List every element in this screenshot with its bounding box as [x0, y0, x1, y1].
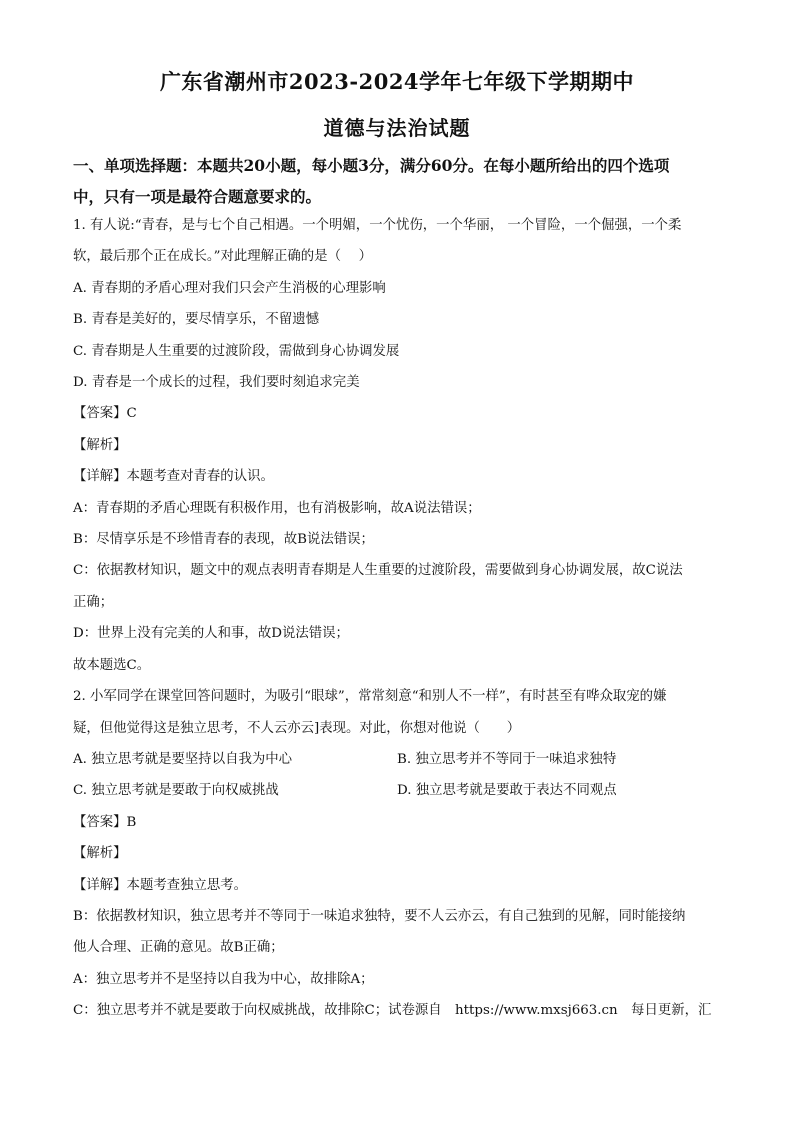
- q1-stem-line1: 1. 有人说:“青春，是与七个自己相遇。一个明媚，一个忧伤，一个华丽， 一个冒险，一个倔强，一个柔: [73, 218, 682, 233]
- q2-explanation-c: C：独立思考并不就是要敢于向权威挑战，故排除C；试卷源自 https://www.mxsj663.cn 每日更新，汇: [73, 1003, 712, 1019]
- q2-options-row2: [73, 775, 721, 806]
- exam-title: 广东省潮州市2023-2024学年七年级下学期期中: [159, 69, 635, 94]
- q1-stem-line2: 软，最后那个正在成长。”对此理解正确的是（ ）: [73, 249, 372, 265]
- q2-option-b: B. 独立思考并不等同于一味追求独特: [397, 751, 617, 767]
- q1-explanation-a: A：青春期的矛盾心理既有积极作用，也有消极影响，故A说法错误；: [73, 500, 481, 516]
- q2-option-d: D. 独立思考就是要敢于表达不同观点: [397, 783, 617, 799]
- q1-explanation-c-line2: 正确；: [73, 594, 114, 610]
- q2-explanation-a: A：独立思考并不是坚持以自我为中心，故排除A；: [73, 971, 374, 987]
- section-heading: [73, 150, 723, 212]
- q2-option-c: C. 独立思考就是要敢于向权威挑战: [73, 783, 279, 799]
- q1-detail: 【详解】本题考查对青春的认识。: [73, 469, 274, 485]
- q1-explanation-d: D：世界上没有完美的人和事，故D说法错误；: [73, 626, 349, 642]
- q1-answer: 【答案】C: [73, 406, 137, 422]
- q2-stem-line1: 2. 小军同学在课堂回答问题时，为吸引“眼球”，常常刻意“和别人不一样”，有时甚至有哗众取宠的嫌: [73, 689, 667, 705]
- section-heading-line1: 一、单项选择题：本题共20小题，每小题3分，满分60分。在每小题所给出的四个选项: [73, 156, 670, 175]
- q2-answer: 【答案】B: [73, 814, 137, 830]
- q2-option-a: A. 独立思考就是要坚持以自我为中心: [73, 751, 293, 767]
- q1-option-b: B. 青春是美好的，要尽情享乐，不留遗憾: [73, 312, 319, 328]
- question-content: [73, 210, 721, 1027]
- q2-options-row1: [73, 744, 721, 775]
- section-heading-line2: 中，只有一项是最符合题意要求的。: [73, 187, 322, 206]
- q1-option-d: D. 青春是一个成长的过程，我们要时刻追求完美: [73, 375, 360, 391]
- q1-conclusion: 故本题选C。: [73, 657, 151, 673]
- q2-stem-line2: 疑，但他觉得这是独立思考，不人云亦云]表现。对此，你想对他说（ ）: [73, 720, 521, 736]
- q2-detail: 【详解】本题考查独立思考。: [73, 877, 248, 893]
- exam-subject-title: 道德与法治试题: [323, 116, 471, 140]
- q1-explanation-b: B：尽情享乐是不珍惜青春的表现，故B说法错误；: [73, 532, 374, 548]
- q1-analysis-label: 【解析】: [73, 437, 127, 453]
- q2-explanation-b-line2: 他人合理、正确的意见。故B正确；: [73, 940, 284, 956]
- q1-option-a: A. 青春期的矛盾心理对我们只会产生消极的心理影响: [73, 280, 386, 296]
- q2-explanation-b-line1: B：依据教材知识，独立思考并不等同于一味追求独特，要不人云亦云，有自己独到的见解，同时能接纳: [73, 908, 686, 924]
- q1-option-c: C. 青春期是人生重要的过渡阶段，需做到身心协调发展: [73, 343, 400, 359]
- q1-explanation-c-line1: C：依据教材知识，题文中的观点表明青春期是人生重要的过渡阶段，需要做到身心协调发展，故C说法: [73, 563, 683, 579]
- q2-analysis-label: 【解析】: [73, 846, 127, 862]
